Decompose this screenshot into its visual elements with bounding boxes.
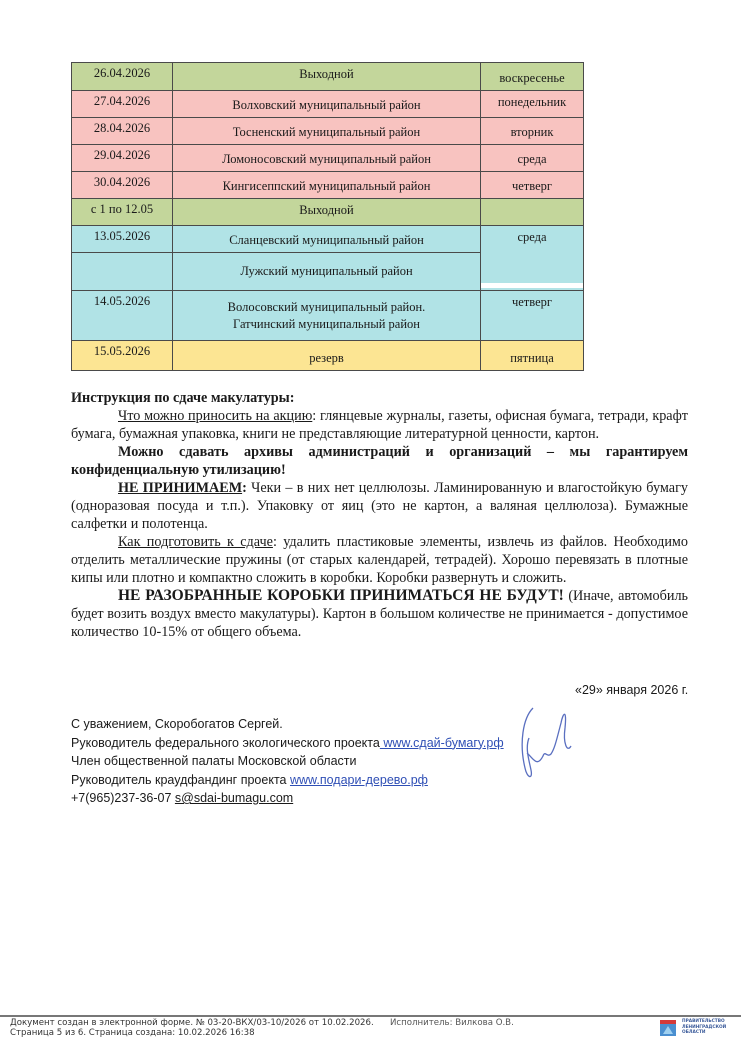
district-cell: Выходной: [173, 199, 481, 226]
date-cell: 26.04.2026: [72, 63, 173, 91]
role-line-3: Руководитель краудфандинг проекта www.подари-дерево.рф: [71, 772, 428, 787]
district-cell: Волосовский муниципальный район. Гатчинский муниципальный район: [173, 291, 481, 341]
document-registration: Документ создан в электронной форме. № 03-20-ВКХ/03-10/2026 от 10.02.2026.: [10, 1018, 374, 1028]
handwritten-signature-icon: [515, 698, 595, 783]
table-row: [72, 145, 584, 172]
role-line-1: Руководитель федерального экологического проекта www.сдай-бумагу.рф: [71, 735, 504, 750]
weekday-cell: четверг: [481, 172, 584, 199]
district-cell: Выходной: [173, 63, 481, 91]
preparation-label: Как подготовить к сдаче: [118, 534, 273, 550]
district-cell: Тосненский муниципальный район: [173, 118, 481, 145]
date-cell: 29.04.2026: [72, 145, 173, 172]
weekday-cell: воскресенье: [481, 63, 584, 91]
table-row: [72, 172, 584, 199]
letter-date: «29» января 2026 г.: [575, 683, 689, 697]
district-cell: Кингисеппский муниципальный район: [173, 172, 481, 199]
executor-info: Исполнитель: Вилкова О.В.: [390, 1018, 514, 1028]
date-cell: 30.04.2026: [72, 172, 173, 199]
instructions-section: [71, 389, 688, 641]
table-row: [72, 118, 584, 145]
government-label: ПРАВИТЕЛЬСТВО ЛЕНИНГРАДСКОЙ ОБЛАСТИ: [682, 1019, 727, 1035]
not-accepted-paragraph: НЕ ПРИНИМАЕМ: Чеки – в них нет целлюлозы. Ламинированную и влагостойкую бумагу (одноразовая посуда и т.п.). Упаковку от яиц (это не картон, а валяная целлюлоза). Бумажные салфетки и полотенца.: [71, 480, 688, 532]
date-cell: 13.05.2026: [72, 226, 173, 253]
date-cell: 27.04.2026: [72, 91, 173, 118]
table-row: [72, 341, 584, 371]
accepted-items-paragraph: Что можно приносить на акцию: глянцевые журналы, газеты, офисная бумага, тетради, крафт бумага, бумажная упаковка, книги не представляющие литературной ценности, картон.: [71, 408, 688, 442]
archives-paragraph: Можно сдавать архивы администраций и организаций – мы гарантируем конфиденциальную утилизацию!: [71, 444, 688, 478]
boxes-warning: НЕ РАЗОБРАННЫЕ КОРОБКИ ПРИНИМАТЬСЯ НЕ БУДУТ!: [118, 587, 564, 604]
date-cell: 28.04.2026: [72, 118, 173, 145]
schedule-table: [71, 62, 584, 371]
phone-number: +7(965)237-36-07: [71, 791, 175, 805]
weekday-cell: среда: [481, 226, 584, 291]
district-cell: резерв: [173, 341, 481, 371]
weekday-cell: вторник: [481, 118, 584, 145]
role-line-2: Член общественной палаты Московской области: [71, 754, 357, 768]
date-cell: с 1 по 12.05: [72, 199, 173, 226]
weekday-cell: четверг: [481, 291, 584, 341]
table-row: [72, 226, 584, 253]
weekday-cell: среда: [481, 145, 584, 172]
date-cell: 15.05.2026: [72, 341, 173, 371]
date-cell: 14.05.2026: [72, 291, 173, 341]
district-cell: Лужский муниципальный район: [173, 253, 481, 291]
footer-divider: [0, 1015, 741, 1017]
email-link[interactable]: s@sdai-bumagu.com: [174, 791, 294, 805]
weekday-cell: [481, 199, 584, 226]
district-cell: Сланцевский муниципальный район: [173, 226, 481, 253]
weekday-cell: понедельник: [481, 91, 584, 118]
not-accepted-label: НЕ ПРИНИМАЕМ: [118, 480, 243, 496]
weekday-cell: пятница: [481, 341, 584, 371]
table-row: [72, 291, 584, 341]
date-cell: [72, 253, 173, 291]
signature-block: [71, 715, 504, 808]
project-link-sdai-bumagu[interactable]: www.сдай-бумагу.рф: [379, 735, 504, 750]
closing-line: С уважением, Скоробогатов Сергей.: [71, 717, 283, 731]
page-info: Страница 5 из 6. Страница создана: 10.02.2026 16:38: [10, 1028, 255, 1038]
district-cell: Ломоносовский муниципальный район: [173, 145, 481, 172]
instructions-heading: Инструкция по сдаче макулатуры:: [71, 390, 295, 406]
table-row: [72, 91, 584, 118]
project-link-podari-derevo[interactable]: www.подари-дерево.рф: [289, 772, 428, 787]
accepted-label: Что можно приносить на акцию: [118, 408, 313, 424]
preparation-paragraph: Как подготовить к сдаче: удалить пластиковые элементы, извлечь из файлов. Необходимо отделить металлические пружины (от старых календарей, тетрадей). Хорошо перевязать в плотные кипы или плотно и компактно сложить в коробки. Коробки развернуть и сложить.: [71, 534, 688, 586]
government-emblem-icon: [660, 1020, 676, 1036]
table-row: [72, 199, 584, 226]
contact-line: [71, 789, 504, 808]
table-row: [72, 63, 584, 91]
footer: [10, 1018, 374, 1038]
boxes-warning-paragraph: НЕ РАЗОБРАННЫЕ КОРОБКИ ПРИНИМАТЬСЯ НЕ БУДУТ! (Иначе, автомобиль будет возить воздух вместо макулатуры). Картон в большом количестве не принимается - допустимое количество 10-15% от общего объема.: [71, 587, 688, 640]
district-cell: Волховский муниципальный район: [173, 91, 481, 118]
